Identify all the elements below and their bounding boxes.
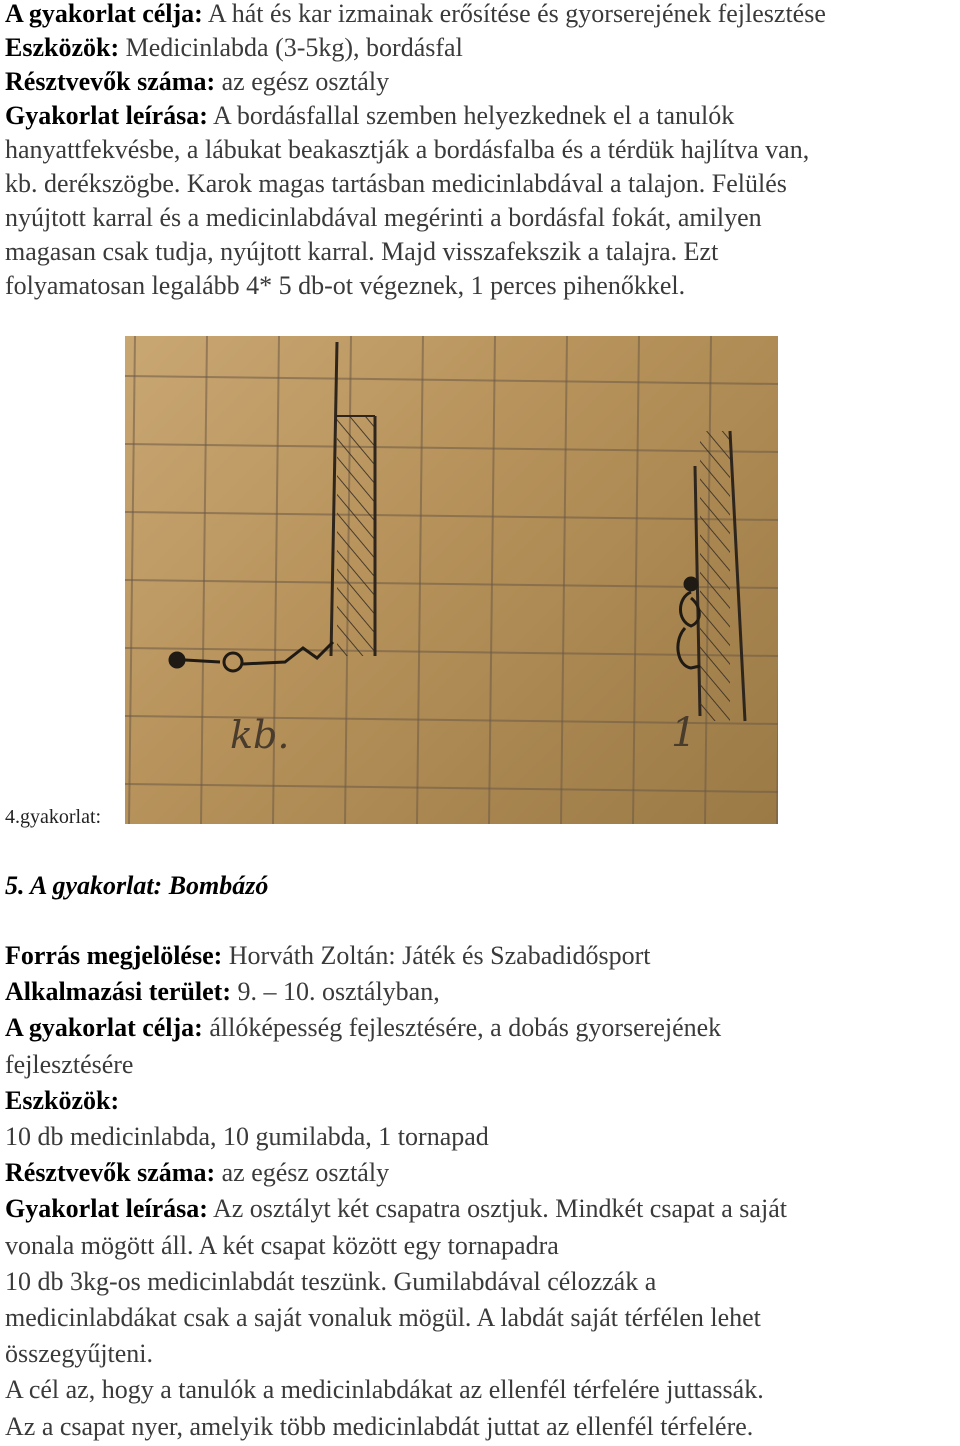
lying-figure xyxy=(170,642,333,671)
grid-line-horizontal xyxy=(125,444,778,452)
figure-caption: 4.gyakorlat: xyxy=(5,806,102,828)
field-text: A bordásfallal szemben helyezkednek el a tanulók xyxy=(207,101,735,130)
field-label: A gyakorlat célja: xyxy=(5,1013,203,1043)
field-text: az egész osztály xyxy=(215,1158,390,1188)
field-label: Eszközök: xyxy=(5,1085,120,1115)
field-text: magasan csak tudja, nyújtott karral. Majd visszafekszik a talajra. Ezt xyxy=(5,237,719,266)
text-line xyxy=(5,1191,960,1227)
text-line xyxy=(5,1010,960,1046)
field-text: A hát és kar izmainak erősítése és gyorserejének fejlesztése xyxy=(202,0,826,28)
text-line xyxy=(5,167,960,201)
grid-line-vertical xyxy=(489,336,495,824)
field-text: A cél az, hogy a tanulók a medicinlabdákat az ellenfél térfelére juttassák. xyxy=(5,1375,764,1405)
field-label: Gyakorlat leírása: xyxy=(5,101,208,130)
field-text: Horváth Zoltán: Játék és Szabadidősport xyxy=(222,941,651,970)
field-text: Az osztályt két csapatra osztjuk. Mindkét csapat a saját xyxy=(207,1194,787,1224)
field-text: állóképesség fejlesztésére, a dobás gyorserejének xyxy=(202,1013,722,1043)
field-text: hanyattfekvésbe, a lábukat beakasztják a bordásfalba és a térdük hajlítva van, xyxy=(5,135,810,164)
text-line xyxy=(5,201,960,235)
grid-line-horizontal xyxy=(125,512,778,520)
field-label: A gyakorlat célja: xyxy=(5,0,203,28)
text-line xyxy=(5,1300,960,1336)
field-text: az egész osztály xyxy=(215,67,390,96)
text-line xyxy=(5,1264,960,1300)
grid-line-vertical xyxy=(417,336,423,824)
field-text: folyamatosan legalább 4* 5 db-ot végeznek, 1 perces pihenőkkel. xyxy=(5,271,686,300)
field-label: Forrás megjelölése: xyxy=(5,941,223,970)
exercise4-text xyxy=(5,0,960,303)
field-text: nyújtott karral és a medicinlabdával megérinti a bordásfal fokát, amilyen xyxy=(5,203,762,232)
text-line xyxy=(5,99,960,133)
text-line xyxy=(5,1119,960,1155)
field-text: fejlesztésére xyxy=(5,1049,134,1079)
wall-bars-left xyxy=(331,342,375,656)
text-line xyxy=(5,1409,960,1445)
field-text: összegyűjteni. xyxy=(5,1339,154,1369)
exercise5-heading: 5. A gyakorlat: Bombázó xyxy=(5,871,269,900)
field-text: Medicinlabda (3-5kg), bordásfal xyxy=(119,33,463,62)
exercise5-text xyxy=(5,938,960,1445)
field-text: vonala mögött áll. A két csapat között egy tornapadra xyxy=(5,1230,559,1260)
text-line xyxy=(5,0,960,31)
field-text: Az a csapat nyer, amelyik több medicinlabdát juttat az ellenfél térfelére. xyxy=(5,1411,754,1441)
grid-line-vertical xyxy=(633,336,639,824)
text-line xyxy=(5,1336,960,1372)
text-line xyxy=(5,235,960,269)
text-line xyxy=(5,1155,960,1191)
field-label: Eszközök: xyxy=(5,33,120,62)
text-line xyxy=(5,938,960,974)
text-line xyxy=(5,31,960,65)
field-text: medicinlabdákat csak a saját vonaluk mögül. A labdát saját térfélen lehet xyxy=(5,1303,761,1333)
grid-line-horizontal xyxy=(125,376,778,384)
grid-line-horizontal xyxy=(125,580,778,588)
field-text: 10 db medicinlabda, 10 gumilabda, 1 tornapad xyxy=(5,1122,489,1152)
text-line xyxy=(5,133,960,167)
field-label: Gyakorlat leírása: xyxy=(5,1194,208,1224)
grid-line-vertical xyxy=(777,336,778,824)
text-line xyxy=(5,1047,960,1083)
handwritten-label-1: 1 xyxy=(671,710,697,756)
field-text: kb. derékszögbe. Karok magas tartásban medicinlabdával a talajon. Felülés xyxy=(5,169,787,198)
text-line xyxy=(5,1372,960,1408)
field-text: 10 db 3kg-os medicinlabdát teszünk. Gumilabdával célozzák a xyxy=(5,1266,657,1296)
text-line xyxy=(5,269,960,303)
grid-line-horizontal xyxy=(125,784,778,792)
exercise-sketch-photo xyxy=(125,336,778,824)
text-line xyxy=(5,1228,960,1264)
field-text: 9. – 10. osztályban, xyxy=(231,977,440,1007)
grid-line-vertical xyxy=(561,336,567,824)
field-label: Résztvevők száma: xyxy=(5,67,216,96)
handwritten-label-kb: kb. xyxy=(230,713,290,757)
field-label: Résztvevők száma: xyxy=(5,1158,216,1188)
sketch-drawing xyxy=(125,336,778,824)
field-label: Alkalmazási terület: xyxy=(5,977,232,1007)
text-line xyxy=(5,65,960,99)
wall-bars-right xyxy=(695,431,745,721)
text-line xyxy=(5,974,960,1010)
text-line xyxy=(5,1083,960,1119)
